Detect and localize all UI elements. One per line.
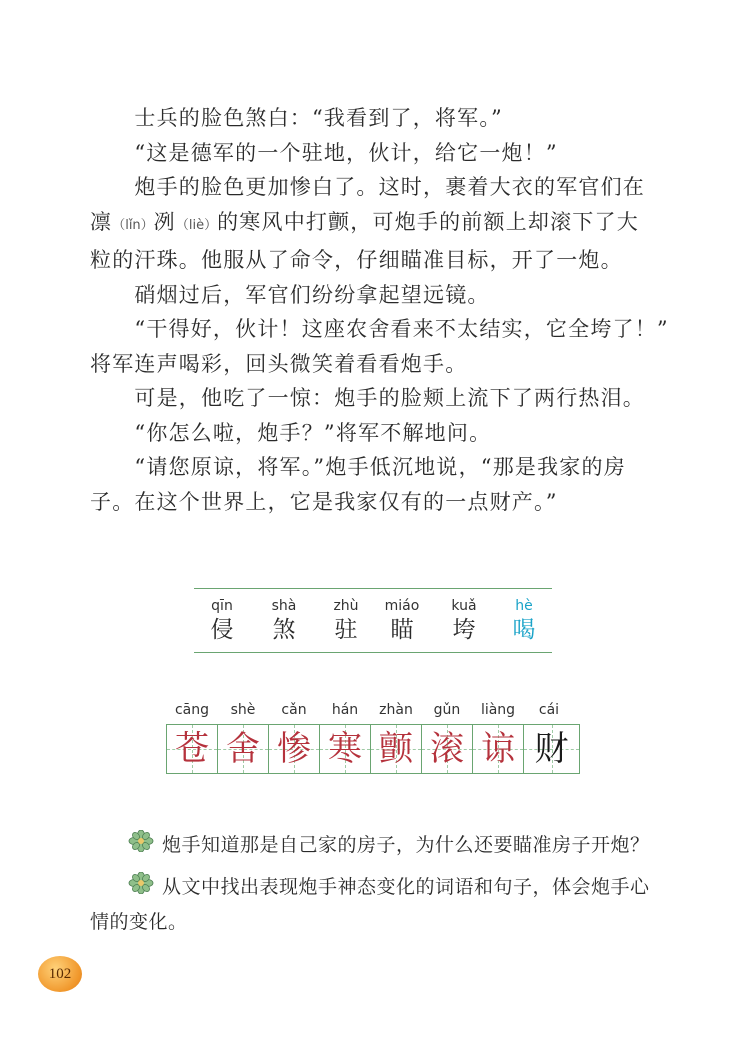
- question-text: 从文中找出表现炮手神态变化的词语和句子，体会炮手心: [162, 876, 650, 898]
- inline-pinyin: （lǐn）: [112, 217, 154, 233]
- story-line: 士兵的脸色煞白：“我看到了，将军。”: [90, 106, 503, 130]
- story-line: 将军连声喝彩，回头微笑着看看炮手。: [90, 351, 468, 376]
- pinyin-label: kuǎ: [451, 598, 477, 614]
- write-character: 谅: [481, 729, 515, 769]
- pinyin-label: zhàn: [379, 702, 413, 718]
- pinyin-label: hán: [331, 702, 359, 718]
- story-line: 炮手的脸色更加惨白了。这时，裹着大衣的军官们在: [90, 175, 645, 199]
- flower-icon: [128, 827, 154, 865]
- story-line: [90, 205, 680, 244]
- write-character: 苍: [175, 729, 209, 769]
- pinyin-label: shè: [230, 702, 256, 718]
- grid-cell: [320, 725, 371, 773]
- pinyin-label: hè: [515, 598, 533, 614]
- pinyin-label: zhù: [333, 598, 359, 614]
- question-2-continuation: 情的变化。: [90, 911, 188, 933]
- story-line: “你怎么啦，炮手？”将军不解地问。: [90, 420, 492, 445]
- pinyin-label: cái: [538, 702, 560, 718]
- character-label: 垮: [452, 617, 476, 643]
- pinyin-row: [166, 702, 580, 724]
- grid-cell: [371, 725, 422, 773]
- recognize-item: [496, 589, 552, 644]
- recognize-characters-box: [194, 588, 552, 653]
- flower-icon: [128, 869, 154, 907]
- story-text-segment: 凛: [90, 209, 113, 234]
- recognize-item: [318, 589, 374, 644]
- writing-grid-section: [166, 702, 580, 769]
- story-line: 可是，他吃了一惊：炮手的脸颊上流下了两行热泪。: [90, 386, 645, 410]
- pinyin-label: qīn: [211, 598, 233, 614]
- pinyin-label: gǔn: [433, 702, 461, 718]
- story-line: “这是德军的一个驻地，伙计，给它一炮！”: [90, 140, 558, 165]
- character-label: 喝: [512, 617, 536, 643]
- write-character: 颤: [379, 729, 413, 769]
- write-character: 滚: [430, 729, 464, 769]
- story-line: 子。在这个世界上，它是我家仅有的一点财产。”: [90, 489, 558, 514]
- story-text: [90, 101, 680, 519]
- recognize-item: [374, 589, 430, 644]
- question-2: [128, 868, 650, 907]
- grid-cell: [269, 725, 320, 773]
- story-line: “干得好，伙计！这座农舍看来不太结实，它全垮了！”: [90, 317, 669, 341]
- pinyin-label: cǎn: [281, 702, 307, 718]
- pinyin-label: miáo: [384, 598, 420, 614]
- story-line: “请您原谅，将军。”炮手低沉地说，“那是我家的房: [90, 455, 626, 479]
- story-line: 硝烟过后，军官们纷纷拿起望远镜。: [90, 282, 490, 307]
- page-number-badge: 102: [38, 956, 82, 992]
- character-label: 瞄: [390, 617, 414, 643]
- pinyin-label: cāng: [174, 702, 210, 718]
- story-text-segment: 冽: [153, 209, 176, 234]
- inline-pinyin: （liè）: [175, 217, 218, 233]
- grid-cell: [422, 725, 473, 773]
- tian-zi-grid: [166, 724, 580, 774]
- recognize-item: [194, 589, 250, 644]
- question-1: [128, 826, 650, 865]
- character-label: 驻: [334, 617, 358, 643]
- story-text-segment: 的寒风中打颤，可炮手的前额上却滚下了大: [217, 209, 639, 234]
- character-label: 煞: [272, 617, 296, 643]
- write-character: 惨: [277, 729, 311, 769]
- character-label: 侵: [210, 617, 234, 643]
- story-line: 粒的汗珠。他服从了命令，仔细瞄准目标，开了一炮。: [90, 248, 623, 272]
- write-character: 财: [534, 729, 569, 769]
- question-text: 炮手知道那是自己家的房子，为什么还要瞄准房子开炮？: [162, 834, 650, 856]
- write-character: 舍: [226, 729, 260, 769]
- pinyin-label: shà: [271, 598, 297, 614]
- pinyin-label: liàng: [480, 702, 516, 718]
- grid-cell: [167, 725, 218, 773]
- recognize-item: [256, 589, 312, 644]
- write-character: 寒: [328, 729, 362, 769]
- recognize-item: [436, 589, 492, 644]
- grid-cell: [524, 725, 579, 773]
- grid-cell: [218, 725, 269, 773]
- grid-cell: [473, 725, 524, 773]
